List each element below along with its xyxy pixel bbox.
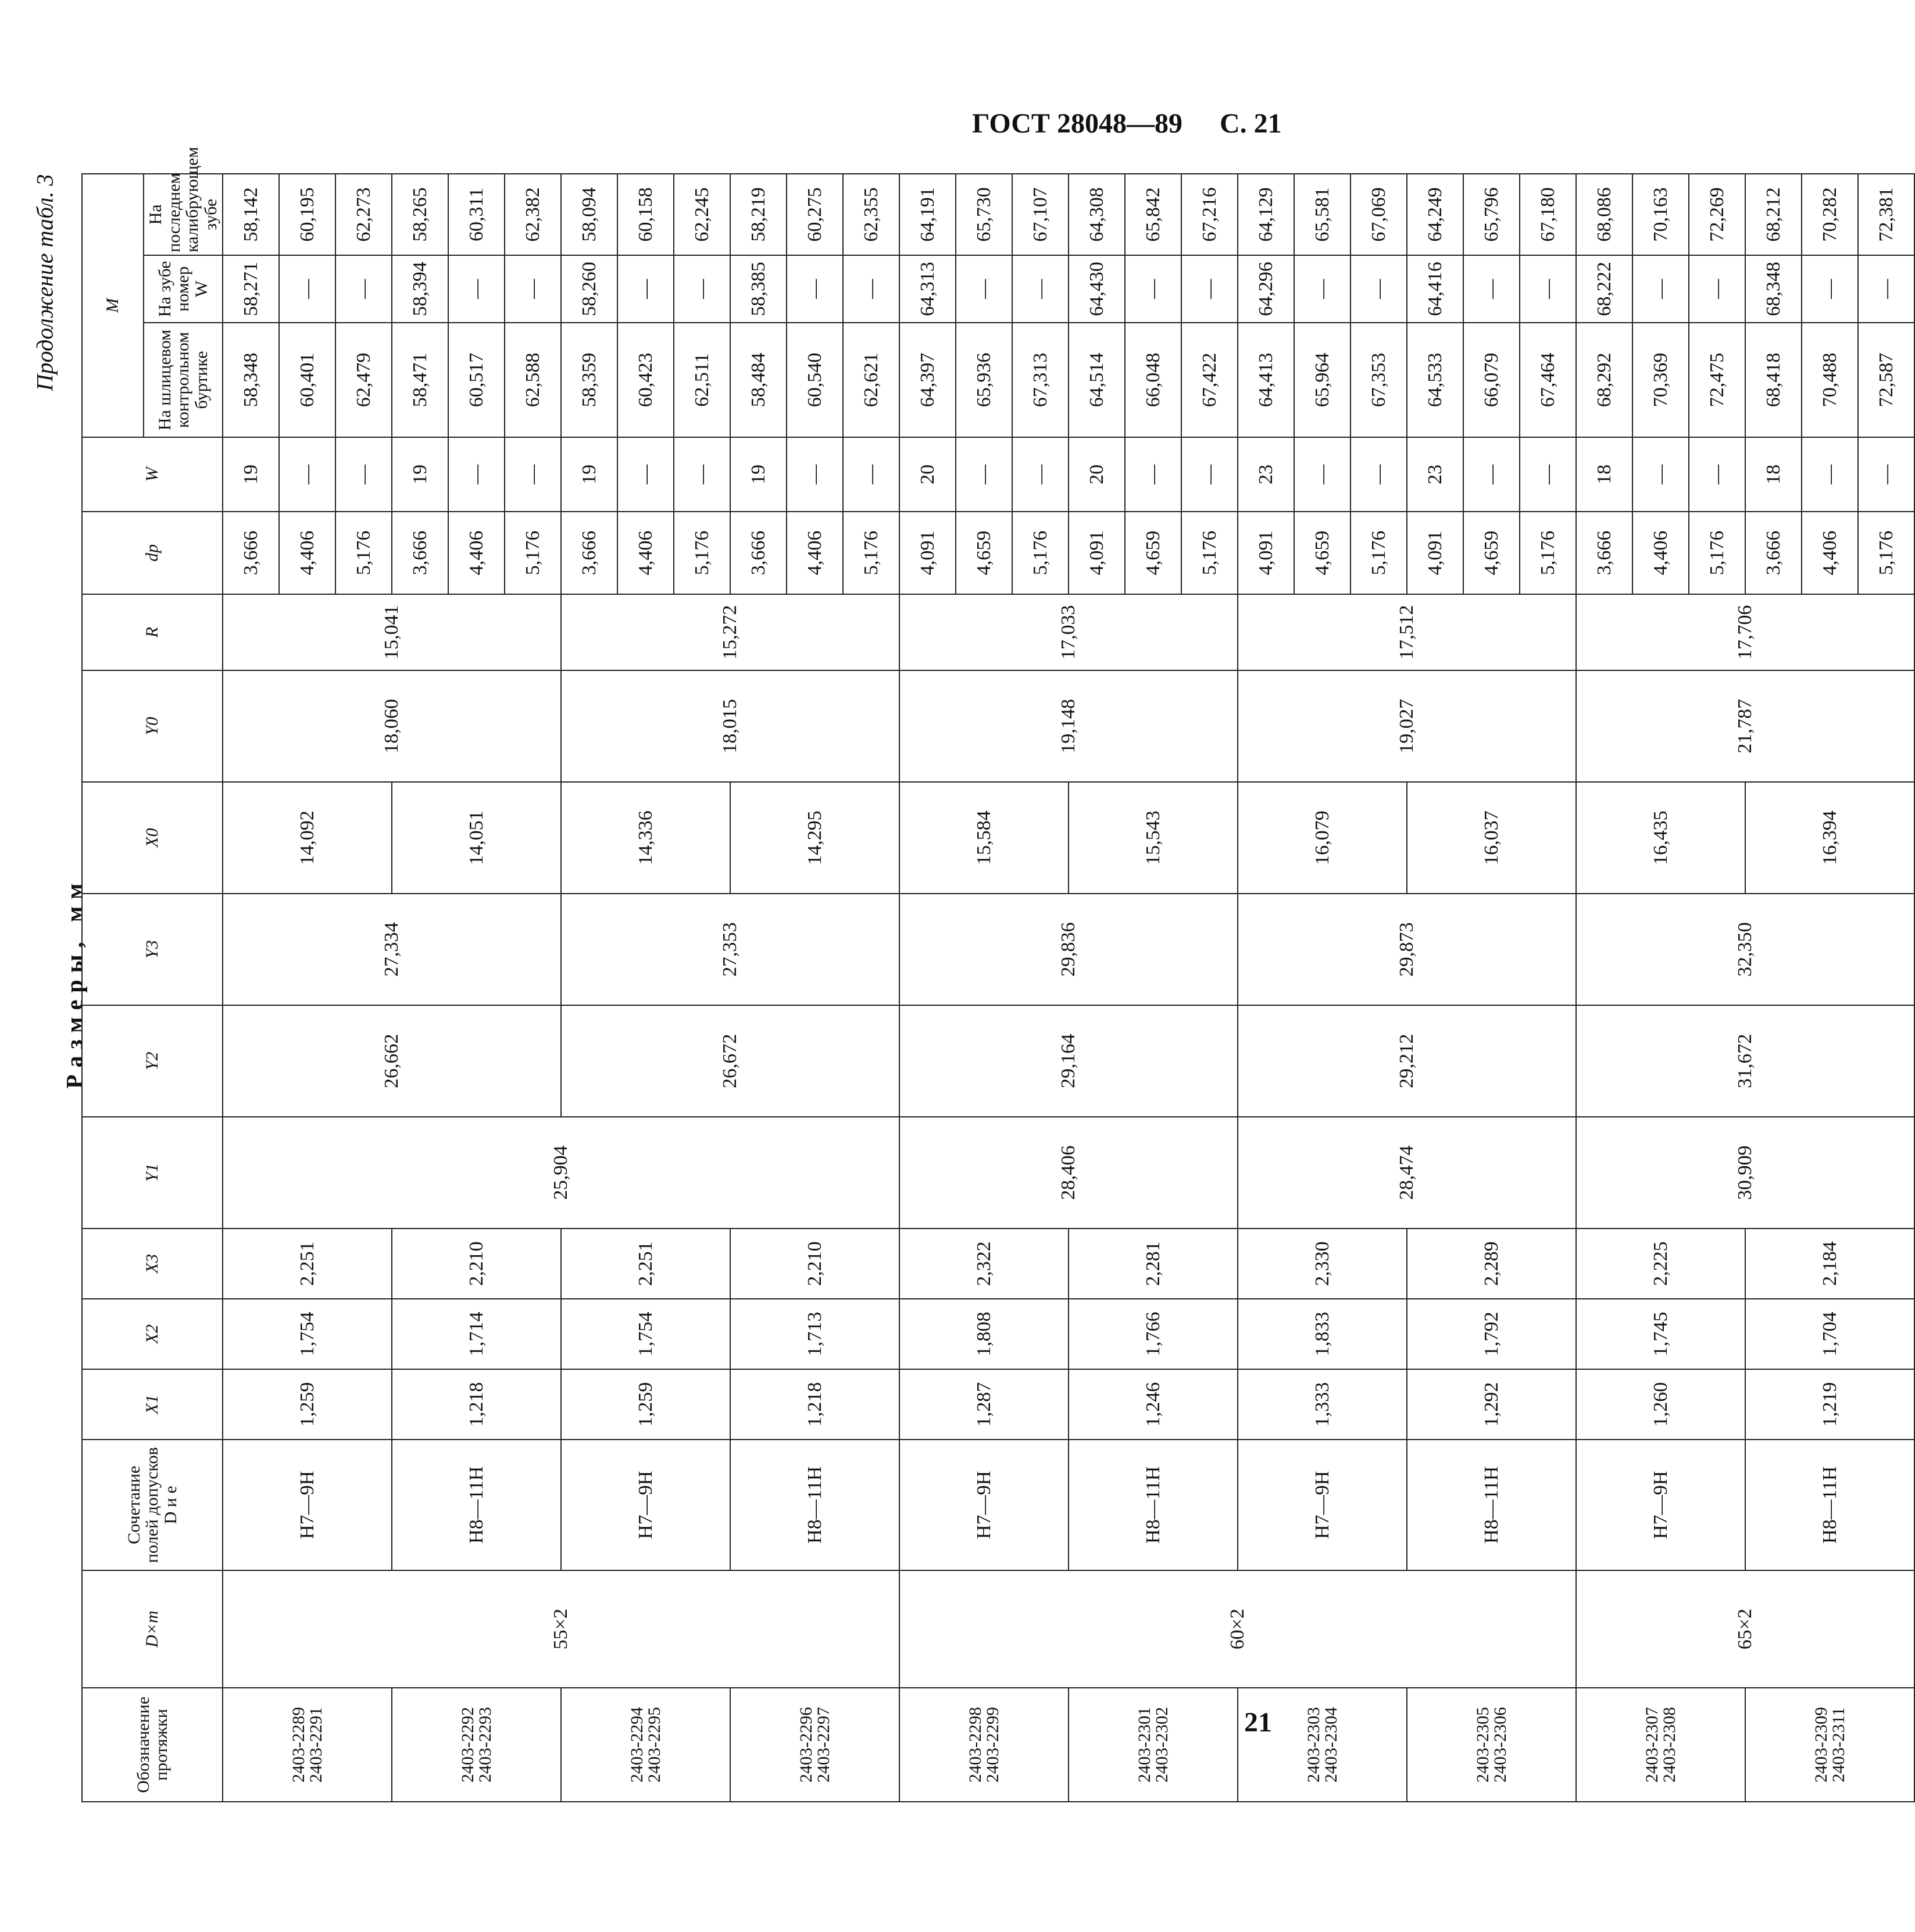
dp-cell: 5,176 xyxy=(1520,512,1576,594)
dm-cell: 60×2 xyxy=(899,1570,1576,1688)
y3-cell: 29,836 xyxy=(899,894,1238,1005)
x1-cell: 1,219 xyxy=(1745,1369,1914,1440)
m-buttress-cell: 64,397 xyxy=(899,323,956,437)
dp-cell: 4,091 xyxy=(899,512,956,594)
y0-cell: 19,148 xyxy=(899,670,1238,782)
m-buttress-cell: 70,488 xyxy=(1802,323,1858,437)
x1-cell: 1,218 xyxy=(730,1369,899,1440)
m-last-tooth-cell: 68,212 xyxy=(1745,174,1802,255)
dp-cell: 5,176 xyxy=(1181,512,1238,594)
y3-cell: 29,873 xyxy=(1238,894,1576,1005)
x3-cell: 2,289 xyxy=(1407,1229,1576,1299)
dp-cell: 4,406 xyxy=(617,512,674,594)
dp-cell: 5,176 xyxy=(1689,512,1745,594)
y1-cell: 28,406 xyxy=(899,1117,1238,1229)
m-tooth-w-cell: 64,313 xyxy=(899,255,956,323)
dp-cell: 3,666 xyxy=(223,512,279,594)
designation-code: 2403-2303 xyxy=(1303,1707,1323,1783)
m-tooth-w-cell: 58,394 xyxy=(392,255,448,323)
dp-cell: 3,666 xyxy=(1576,512,1632,594)
designation-code: 2403-2296 xyxy=(796,1707,816,1783)
col-dm: D×m xyxy=(82,1570,223,1688)
r-cell: 15,272 xyxy=(561,594,899,670)
m-buttress-cell: 67,353 xyxy=(1350,323,1407,437)
m-tooth-w-cell: — xyxy=(1350,255,1407,323)
w-cell: — xyxy=(505,437,561,512)
col-r: R xyxy=(82,594,223,670)
dp-cell: 4,659 xyxy=(956,512,1012,594)
x2-cell: 1,745 xyxy=(1576,1299,1745,1369)
col-w: W xyxy=(82,437,223,512)
col-dp: dp xyxy=(82,512,223,594)
x0-cell: 14,295 xyxy=(730,782,899,894)
x3-cell: 2,184 xyxy=(1745,1229,1914,1299)
y1-cell: 30,909 xyxy=(1576,1117,1914,1229)
x0-cell: 14,336 xyxy=(561,782,730,894)
m-tooth-w-cell: — xyxy=(1802,255,1858,323)
designation-cell xyxy=(1407,1688,1576,1802)
m-tooth-w-cell: — xyxy=(674,255,730,323)
w-cell: — xyxy=(448,437,505,512)
x1-cell: 1,259 xyxy=(223,1369,392,1440)
designation-cell xyxy=(223,1688,392,1802)
m-last-tooth-cell: 64,129 xyxy=(1238,174,1294,255)
tolerance-cell: H8—11H xyxy=(1069,1440,1238,1570)
w-cell: — xyxy=(1689,437,1745,512)
m-buttress-cell: 65,964 xyxy=(1294,323,1350,437)
m-last-tooth-cell: 64,308 xyxy=(1069,174,1125,255)
w-cell: — xyxy=(279,437,335,512)
m-last-tooth-cell: 72,269 xyxy=(1689,174,1745,255)
m-last-tooth-cell: 58,219 xyxy=(730,174,787,255)
m-last-tooth-cell: 62,382 xyxy=(505,174,561,255)
designation-code: 2403-2304 xyxy=(1321,1707,1341,1783)
m-buttress-cell: 67,313 xyxy=(1012,323,1069,437)
m-last-tooth-cell: 58,094 xyxy=(561,174,617,255)
m-last-tooth-cell: 60,275 xyxy=(787,174,843,255)
y2-cell: 26,662 xyxy=(223,1005,561,1117)
m-tooth-w-cell: — xyxy=(956,255,1012,323)
table-row xyxy=(899,174,956,1802)
w-cell: — xyxy=(1802,437,1858,512)
col-m-buttress: На шлицевом контрольном буртике xyxy=(144,323,223,437)
m-last-tooth-cell: 64,249 xyxy=(1407,174,1463,255)
w-cell: — xyxy=(335,437,392,512)
col-x3: X3 xyxy=(82,1229,223,1299)
m-last-tooth-cell: 60,311 xyxy=(448,174,505,255)
tolerance-cell: H7—9H xyxy=(223,1440,392,1570)
m-tooth-w-cell: 68,222 xyxy=(1576,255,1632,323)
designation-cell xyxy=(1069,1688,1238,1802)
y2-cell: 26,672 xyxy=(561,1005,899,1117)
col-m: M xyxy=(82,174,144,437)
col-y3: Y3 xyxy=(82,894,223,1005)
dp-cell: 4,406 xyxy=(279,512,335,594)
y0-cell: 18,015 xyxy=(561,670,899,782)
x2-cell: 1,833 xyxy=(1238,1299,1407,1369)
y3-cell: 27,334 xyxy=(223,894,561,1005)
designation-cell xyxy=(1745,1688,1914,1802)
w-cell: 19 xyxy=(223,437,279,512)
w-cell: — xyxy=(1632,437,1689,512)
w-cell: — xyxy=(1181,437,1238,512)
m-last-tooth-cell: 67,216 xyxy=(1181,174,1238,255)
table-row xyxy=(561,174,617,1802)
w-cell: — xyxy=(956,437,1012,512)
m-last-tooth-cell: 65,796 xyxy=(1463,174,1520,255)
m-tooth-w-cell: — xyxy=(617,255,674,323)
x1-cell: 1,259 xyxy=(561,1369,730,1440)
x1-cell: 1,260 xyxy=(1576,1369,1745,1440)
y3-cell: 32,350 xyxy=(1576,894,1914,1005)
designation-code: 2403-2298 xyxy=(965,1707,985,1783)
dp-cell: 4,091 xyxy=(1238,512,1294,594)
m-buttress-cell: 64,514 xyxy=(1069,323,1125,437)
table-body xyxy=(223,174,1914,1802)
x3-cell: 2,251 xyxy=(223,1229,392,1299)
designation-cell xyxy=(1238,1688,1407,1802)
col-tolerance: Сочетание полей допусков D и e xyxy=(82,1440,223,1570)
m-buttress-cell: 67,422 xyxy=(1181,323,1238,437)
w-cell: — xyxy=(1350,437,1407,512)
x0-cell: 15,543 xyxy=(1069,782,1238,894)
col-designation: Обозначение протяжки xyxy=(82,1688,223,1802)
m-tooth-w-cell: 68,348 xyxy=(1745,255,1802,323)
dp-cell: 5,176 xyxy=(1858,512,1914,594)
dp-cell: 3,666 xyxy=(561,512,617,594)
w-cell: 19 xyxy=(561,437,617,512)
dp-cell: 4,406 xyxy=(787,512,843,594)
m-buttress-cell: 70,369 xyxy=(1632,323,1689,437)
m-last-tooth-cell: 62,355 xyxy=(843,174,899,255)
designation-cell xyxy=(730,1688,899,1802)
x3-cell: 2,251 xyxy=(561,1229,730,1299)
m-buttress-cell: 66,048 xyxy=(1125,323,1181,437)
x1-cell: 1,287 xyxy=(899,1369,1069,1440)
col-x1: X1 xyxy=(82,1369,223,1440)
m-buttress-cell: 72,475 xyxy=(1689,323,1745,437)
x2-cell: 1,714 xyxy=(392,1299,561,1369)
x3-cell: 2,322 xyxy=(899,1229,1069,1299)
m-last-tooth-cell: 72,381 xyxy=(1858,174,1914,255)
m-tooth-w-cell: — xyxy=(787,255,843,323)
m-tooth-w-cell: — xyxy=(1632,255,1689,323)
w-cell: 23 xyxy=(1238,437,1294,512)
m-buttress-cell: 68,292 xyxy=(1576,323,1632,437)
m-tooth-w-cell: — xyxy=(279,255,335,323)
m-tooth-w-cell: — xyxy=(843,255,899,323)
tolerance-cell: H8—11H xyxy=(730,1440,899,1570)
r-cell: 17,033 xyxy=(899,594,1238,670)
x0-cell: 16,079 xyxy=(1238,782,1407,894)
w-cell: — xyxy=(843,437,899,512)
m-tooth-w-cell: — xyxy=(1012,255,1069,323)
y0-cell: 18,060 xyxy=(223,670,561,782)
y1-cell: 28,474 xyxy=(1238,1117,1576,1229)
table-title-text: Размеры, мм xyxy=(61,876,88,1089)
dp-cell: 3,666 xyxy=(730,512,787,594)
m-last-tooth-cell: 64,191 xyxy=(899,174,956,255)
y1-cell: 25,904 xyxy=(223,1117,899,1229)
document-header-page: С. 21 xyxy=(1220,108,1282,139)
y0-cell: 19,027 xyxy=(1238,670,1576,782)
m-buttress-cell: 60,423 xyxy=(617,323,674,437)
m-buttress-cell: 67,464 xyxy=(1520,323,1576,437)
dp-cell: 3,666 xyxy=(392,512,448,594)
designation-code: 2403-2302 xyxy=(1152,1707,1171,1783)
x3-cell: 2,225 xyxy=(1576,1229,1745,1299)
x3-cell: 2,210 xyxy=(730,1229,899,1299)
col-m-last-tooth: На последнем калибрующем зубе xyxy=(144,174,223,255)
designation-code: 2403-2301 xyxy=(1134,1707,1154,1783)
m-last-tooth-cell: 70,163 xyxy=(1632,174,1689,255)
m-buttress-cell: 62,588 xyxy=(505,323,561,437)
designation-code: 2403-2311 xyxy=(1828,1707,1848,1783)
x1-cell: 1,218 xyxy=(392,1369,561,1440)
continuation-caption-text: Продолжение табл. 3 xyxy=(31,174,58,391)
page-number: 21 xyxy=(1244,1707,1272,1738)
x3-cell: 2,330 xyxy=(1238,1229,1407,1299)
table-row xyxy=(223,174,279,1802)
dp-cell: 4,659 xyxy=(1294,512,1350,594)
table-row xyxy=(1576,174,1632,1802)
designation-code: 2403-2291 xyxy=(306,1707,326,1783)
designation-code: 2403-2294 xyxy=(627,1707,646,1783)
dp-cell: 5,176 xyxy=(674,512,730,594)
m-buttress-cell: 72,587 xyxy=(1858,323,1914,437)
r-cell: 15,041 xyxy=(223,594,561,670)
dm-cell: 55×2 xyxy=(223,1570,899,1688)
m-buttress-cell: 62,479 xyxy=(335,323,392,437)
designation-code: 2403-2305 xyxy=(1473,1707,1492,1783)
y3-cell: 27,353 xyxy=(561,894,899,1005)
r-cell: 17,706 xyxy=(1576,594,1914,670)
m-tooth-w-cell: 58,385 xyxy=(730,255,787,323)
m-last-tooth-cell: 67,180 xyxy=(1520,174,1576,255)
w-cell: — xyxy=(1463,437,1520,512)
m-buttress-cell: 64,533 xyxy=(1407,323,1463,437)
tolerance-cell: H8—11H xyxy=(392,1440,561,1570)
dm-cell: 65×2 xyxy=(1576,1570,1914,1688)
w-cell: — xyxy=(674,437,730,512)
m-last-tooth-cell: 60,158 xyxy=(617,174,674,255)
dp-cell: 4,406 xyxy=(1632,512,1689,594)
m-buttress-cell: 64,413 xyxy=(1238,323,1294,437)
dp-cell: 4,406 xyxy=(1802,512,1858,594)
r-cell: 17,512 xyxy=(1238,594,1576,670)
m-buttress-cell: 58,484 xyxy=(730,323,787,437)
x1-cell: 1,292 xyxy=(1407,1369,1576,1440)
m-buttress-cell: 65,936 xyxy=(956,323,1012,437)
m-buttress-cell: 60,540 xyxy=(787,323,843,437)
x0-cell: 14,051 xyxy=(392,782,561,894)
dp-cell: 5,176 xyxy=(1350,512,1407,594)
dp-cell: 3,666 xyxy=(1745,512,1802,594)
y2-cell: 29,212 xyxy=(1238,1005,1576,1117)
m-tooth-w-cell: — xyxy=(1294,255,1350,323)
dp-cell: 5,176 xyxy=(335,512,392,594)
x3-cell: 2,210 xyxy=(392,1229,561,1299)
m-tooth-w-cell: — xyxy=(1181,255,1238,323)
x3-cell: 2,281 xyxy=(1069,1229,1238,1299)
m-buttress-cell: 66,079 xyxy=(1463,323,1520,437)
dp-cell: 4,091 xyxy=(1069,512,1125,594)
dp-cell: 4,091 xyxy=(1407,512,1463,594)
m-tooth-w-cell: — xyxy=(1858,255,1914,323)
m-tooth-w-cell: 58,271 xyxy=(223,255,279,323)
w-cell: — xyxy=(1294,437,1350,512)
designation-cell xyxy=(392,1688,561,1802)
m-tooth-w-cell: 64,430 xyxy=(1069,255,1125,323)
m-tooth-w-cell: 64,296 xyxy=(1238,255,1294,323)
y0-cell: 21,787 xyxy=(1576,670,1914,782)
x2-cell: 1,792 xyxy=(1407,1299,1576,1369)
x0-cell: 15,584 xyxy=(899,782,1069,894)
designation-cell xyxy=(561,1688,730,1802)
m-tooth-w-cell: — xyxy=(335,255,392,323)
designation-code: 2403-2309 xyxy=(1811,1707,1831,1783)
m-last-tooth-cell: 67,107 xyxy=(1012,174,1069,255)
m-last-tooth-cell: 65,730 xyxy=(956,174,1012,255)
m-buttress-cell: 58,348 xyxy=(223,323,279,437)
w-cell: — xyxy=(617,437,674,512)
designation-code: 2403-2295 xyxy=(644,1707,664,1783)
w-cell: — xyxy=(787,437,843,512)
designation-code: 2403-2306 xyxy=(1490,1707,1510,1783)
dp-cell: 5,176 xyxy=(843,512,899,594)
tolerance-cell: H7—9H xyxy=(899,1440,1069,1570)
x0-cell: 14,092 xyxy=(223,782,392,894)
dp-cell: 4,406 xyxy=(448,512,505,594)
m-last-tooth-cell: 60,195 xyxy=(279,174,335,255)
col-y1: Y1 xyxy=(82,1117,223,1229)
dimensions-table-rotated xyxy=(81,147,1897,1802)
w-cell: — xyxy=(1520,437,1576,512)
x1-cell: 1,246 xyxy=(1069,1369,1238,1440)
w-cell: 19 xyxy=(730,437,787,512)
m-last-tooth-cell: 62,273 xyxy=(335,174,392,255)
col-x2: X2 xyxy=(82,1299,223,1369)
m-tooth-w-cell: — xyxy=(1520,255,1576,323)
designation-code: 2403-2293 xyxy=(475,1707,495,1783)
x0-cell: 16,037 xyxy=(1407,782,1576,894)
m-last-tooth-cell: 67,069 xyxy=(1350,174,1407,255)
x2-cell: 1,808 xyxy=(899,1299,1069,1369)
designation-code: 2403-2308 xyxy=(1659,1707,1679,1783)
dp-cell: 4,659 xyxy=(1463,512,1520,594)
col-y0: Y0 xyxy=(82,670,223,782)
dimensions-table xyxy=(81,147,1915,1802)
tolerance-cell: H7—9H xyxy=(561,1440,730,1570)
m-last-tooth-cell: 68,086 xyxy=(1576,174,1632,255)
col-y2: Y2 xyxy=(82,1005,223,1117)
x1-cell: 1,333 xyxy=(1238,1369,1407,1440)
m-buttress-cell: 68,418 xyxy=(1745,323,1802,437)
document-header-title: ГОСТ 28048—89 xyxy=(972,108,1182,139)
w-cell: 20 xyxy=(899,437,956,512)
dp-cell: 5,176 xyxy=(1012,512,1069,594)
designation-cell xyxy=(1576,1688,1745,1802)
col-x0: X0 xyxy=(82,782,223,894)
x2-cell: 1,754 xyxy=(561,1299,730,1369)
tolerance-cell: H7—9H xyxy=(1238,1440,1407,1570)
x2-cell: 1,704 xyxy=(1745,1299,1914,1369)
w-cell: — xyxy=(1125,437,1181,512)
m-last-tooth-cell: 65,581 xyxy=(1294,174,1350,255)
tolerance-cell: H8—11H xyxy=(1407,1440,1576,1570)
m-last-tooth-cell: 70,282 xyxy=(1802,174,1858,255)
m-last-tooth-cell: 58,265 xyxy=(392,174,448,255)
m-buttress-cell: 60,401 xyxy=(279,323,335,437)
m-buttress-cell: 58,471 xyxy=(392,323,448,437)
x0-cell: 16,394 xyxy=(1745,782,1914,894)
m-buttress-cell: 62,621 xyxy=(843,323,899,437)
designation-code: 2403-2307 xyxy=(1642,1707,1662,1783)
designation-code: 2403-2297 xyxy=(813,1707,833,1783)
m-tooth-w-cell: — xyxy=(448,255,505,323)
m-last-tooth-cell: 65,842 xyxy=(1125,174,1181,255)
dp-cell: 5,176 xyxy=(505,512,561,594)
m-tooth-w-cell: — xyxy=(1125,255,1181,323)
m-last-tooth-cell: 58,142 xyxy=(223,174,279,255)
m-buttress-cell: 58,359 xyxy=(561,323,617,437)
designation-cell xyxy=(899,1688,1069,1802)
x0-cell: 16,435 xyxy=(1576,782,1745,894)
tolerance-cell: H7—9H xyxy=(1576,1440,1745,1570)
w-cell: 20 xyxy=(1069,437,1125,512)
m-buttress-cell: 60,517 xyxy=(448,323,505,437)
designation-code: 2403-2292 xyxy=(458,1707,477,1783)
w-cell: — xyxy=(1012,437,1069,512)
designation-code: 2403-2299 xyxy=(982,1707,1002,1783)
w-cell: 18 xyxy=(1745,437,1802,512)
m-last-tooth-cell: 62,245 xyxy=(674,174,730,255)
m-tooth-w-cell: 64,416 xyxy=(1407,255,1463,323)
header-row xyxy=(82,174,144,1802)
x2-cell: 1,713 xyxy=(730,1299,899,1369)
designation-code: 2403-2289 xyxy=(288,1707,308,1783)
w-cell: 23 xyxy=(1407,437,1463,512)
x2-cell: 1,754 xyxy=(223,1299,392,1369)
w-cell: — xyxy=(1858,437,1914,512)
w-cell: 19 xyxy=(392,437,448,512)
x2-cell: 1,766 xyxy=(1069,1299,1238,1369)
y2-cell: 29,164 xyxy=(899,1005,1238,1117)
table-row xyxy=(1238,174,1294,1802)
tolerance-cell: H8—11H xyxy=(1745,1440,1914,1570)
y2-cell: 31,672 xyxy=(1576,1005,1914,1117)
w-cell: 18 xyxy=(1576,437,1632,512)
m-buttress-cell: 62,511 xyxy=(674,323,730,437)
dp-cell: 4,659 xyxy=(1125,512,1181,594)
m-tooth-w-cell: — xyxy=(1689,255,1745,323)
m-tooth-w-cell: 58,260 xyxy=(561,255,617,323)
col-m-tooth-w: На зубе номер W xyxy=(144,255,223,323)
m-tooth-w-cell: — xyxy=(1463,255,1520,323)
m-tooth-w-cell: — xyxy=(505,255,561,323)
